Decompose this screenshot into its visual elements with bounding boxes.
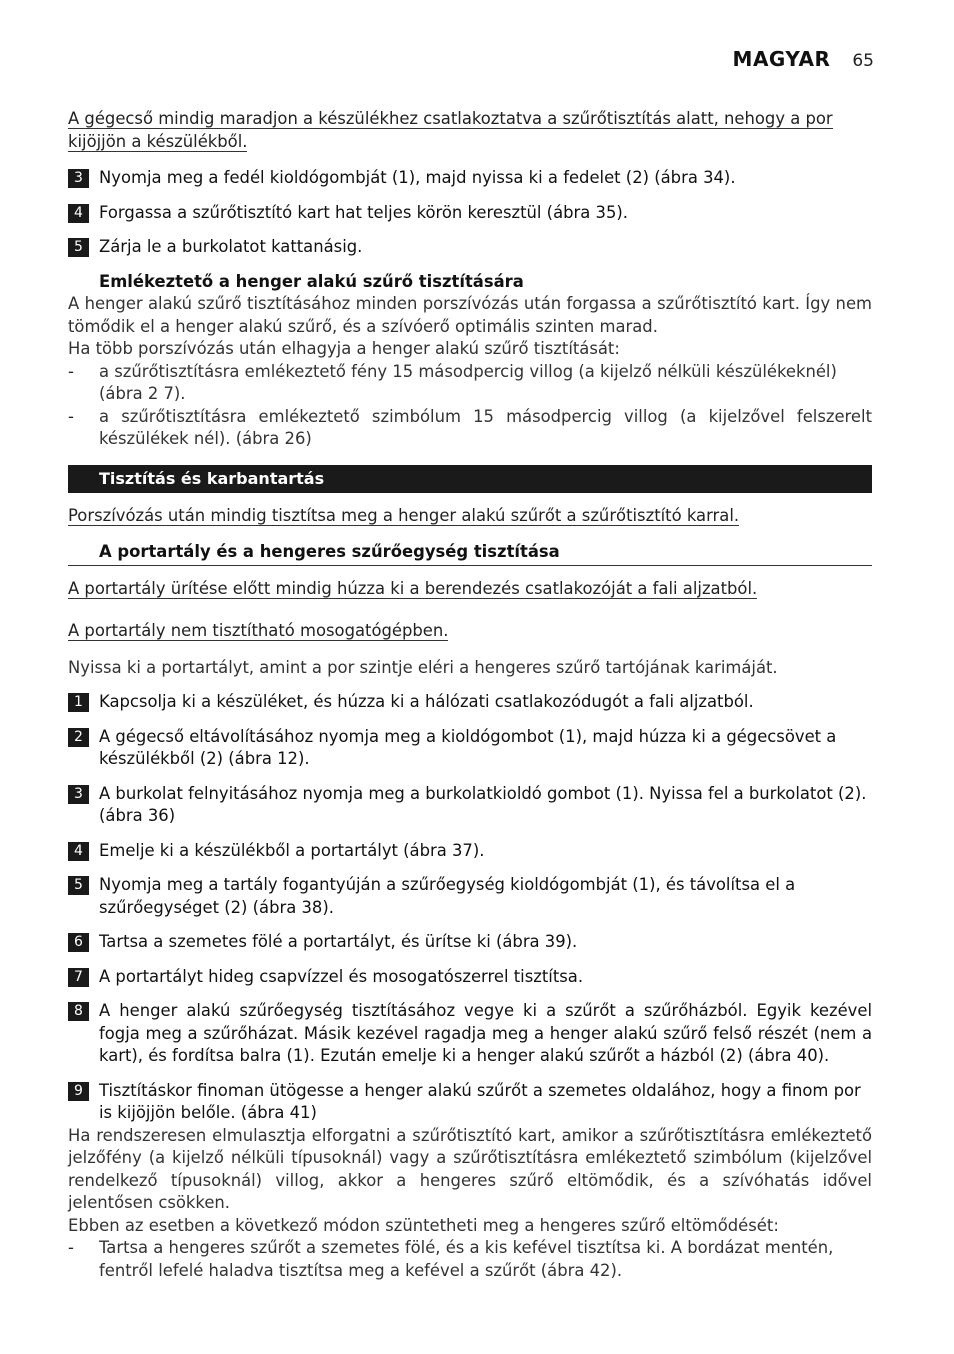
step-number: 4 <box>68 842 89 861</box>
step-item <box>68 236 872 259</box>
step-item <box>68 691 872 714</box>
steps-group-a <box>68 167 872 259</box>
step-item <box>68 783 872 828</box>
step-item <box>68 726 872 771</box>
step-number: 8 <box>68 1002 89 1021</box>
subsection-title: A portartály és a hengeres szűrőegység tisztítása <box>68 541 872 566</box>
step-item <box>68 840 872 863</box>
step-number: 5 <box>68 876 89 895</box>
subsection-warning: A portartály nem tisztítható mosogatógépben. <box>68 621 449 640</box>
step-item <box>68 167 872 190</box>
list-item-text: a szűrőtisztításra emlékeztető szimbólum 15 másodpercig villog (a kijelzővel felszerelt készülékek nél). (ábra 26) <box>99 406 872 448</box>
step-number: 2 <box>68 728 89 747</box>
step-text: A portartályt hideg csapvízzel és mosogatószerrel tisztítsa. <box>99 966 584 986</box>
steps-group-b <box>68 691 872 1125</box>
language-label: MAGYAR <box>732 47 831 71</box>
section-warning: Porszívózás után mindig tisztítsa meg a henger alakú szűrőt a szűrőtisztító karral. <box>68 505 740 525</box>
list-item-text: a szűrőtisztításra emlékeztető fény 15 másodpercig villog (a kijelző nélküli készülékeknél) (ábra 2 7). <box>99 361 837 403</box>
step-text: A gégecső eltávolításához nyomja meg a kioldógombot (1), majd húzza ki a gégecsövet a készülékből (2) (ábra 12). <box>99 726 837 768</box>
list-item <box>68 406 872 451</box>
step-text: Tartsa a szemetes fölé a portartályt, és ürítse ki (ábra 39). <box>99 932 578 951</box>
step-text: A henger alakú szűrőegység tisztításához vegye ki a szűrőt a szűrőházból. Egyik kezével fogja meg a szűrőházat. Másik kezével ragadja meg a henger alakú szűrő felső részét (nem a kart), és fordítsa balra (1). Ezután emelje ki a henger alakú szűrőt a házból (2) (ábra 40). <box>99 1001 872 1065</box>
step-text: Nyomja meg a fedél kioldógombját (1), majd nyissa ki a fedelet (2) (ábra 34). <box>99 168 736 187</box>
step-number: 6 <box>68 933 89 952</box>
step-number: 1 <box>68 693 89 712</box>
step-number: 7 <box>68 968 89 987</box>
intro-warning: A gégecső mindig maradjon a készülékhez csatlakoztatva a szűrőtisztítás alatt, nehogy a por kijöjjön a készülékből. <box>68 109 833 151</box>
closing-paragraph: Ha rendszeresen elmulasztja elforgatni a szűrőtisztító kart, amikor a szűrőtisztításra emlékeztető jelzőfény (a kijelző nélküli típusoknál) vagy a szűrőtisztításra emlékeztető szimbólum (kijelzővel rendelkező típusoknál) villog, akkor a hengeres szűrő eltömődik, és a szívóhatás idővel jelentősen csökken. <box>68 1125 872 1212</box>
list-item <box>68 1237 872 1282</box>
step-text: A burkolat felnyitásához nyomja meg a burkolatkioldó gombot (1). Nyissa fel a burkolatot (2). (ábra 36) <box>99 783 867 825</box>
step-number: 5 <box>68 238 89 257</box>
step-item <box>68 1080 872 1125</box>
step-number: 3 <box>68 169 89 188</box>
subsection-intro: Nyissa ki a portartályt, amint a por szintje eléri a hengeres szűrő tartójának karimáját. <box>68 657 778 677</box>
closing-paragraph: Ebben az esetben a következő módon szüntetheti meg a hengeres szűrő eltömődését: <box>68 1215 779 1235</box>
step-item <box>68 874 872 919</box>
step-item <box>68 931 872 954</box>
step-number: 3 <box>68 785 89 804</box>
page-header <box>733 47 874 71</box>
step-text: Kapcsolja ki a készüléket, és húzza ki a hálózati csatlakozódugót a fali aljzatból. <box>99 692 754 711</box>
step-text: Zárja le a burkolatot kattanásig. <box>99 237 363 256</box>
list-item-text: Tartsa a hengeres szűrőt a szemetes fölé, és a kis kefével tisztítsa ki. A bordázat mentén, fentről lefelé haladva tisztítsa meg a kefével a szűrőt (ábra 42). <box>99 1238 834 1280</box>
step-number: 4 <box>68 204 89 223</box>
page-number: 65 <box>852 51 874 71</box>
step-text: Nyomja meg a tartály fogantyúján a szűrőegység kioldógombját (1), és távolítsa el a szűrőegységet (2) (ábra 38). <box>99 875 796 917</box>
step-text: Emelje ki a készülékből a portartályt (ábra 37). <box>99 840 485 860</box>
subsection-warning: A portartály ürítése előtt mindig húzza ki a berendezés csatlakozóját a fali aljzatból. <box>68 578 758 598</box>
bullet-dash: - <box>68 1238 74 1257</box>
bullet-dash: - <box>68 361 74 381</box>
step-text: Forgassa a szűrőtisztító kart hat teljes körön keresztül (ábra 35). <box>99 202 628 222</box>
step-item <box>68 202 872 225</box>
bullet-dash: - <box>68 406 74 426</box>
step-number: 9 <box>68 1082 89 1101</box>
page-content <box>68 108 872 1282</box>
step-item <box>68 966 872 989</box>
step-item <box>68 1000 872 1068</box>
reminder-paragraph: Ha több porszívózás után elhagyja a henger alakú szűrő tisztítását: <box>68 339 620 358</box>
list-item <box>68 361 872 406</box>
step-text: Tisztításkor finoman ütögesse a henger alakú szűrőt a szemetes oldalához, hogy a finom por is kijöjjön belőle. (ábra 41) <box>99 1080 861 1122</box>
reminder-paragraph: A henger alakú szűrő tisztításához minden porszívózás után forgassa a szűrőtisztító kart. Így nem tömődik el a henger alakú szűrő, és a szívóerő optimális szinten marad. <box>68 294 872 336</box>
section-title: Tisztítás és karbantartás <box>68 465 872 493</box>
reminder-title: Emlékeztető a henger alakú szűrő tisztítására <box>99 271 524 291</box>
